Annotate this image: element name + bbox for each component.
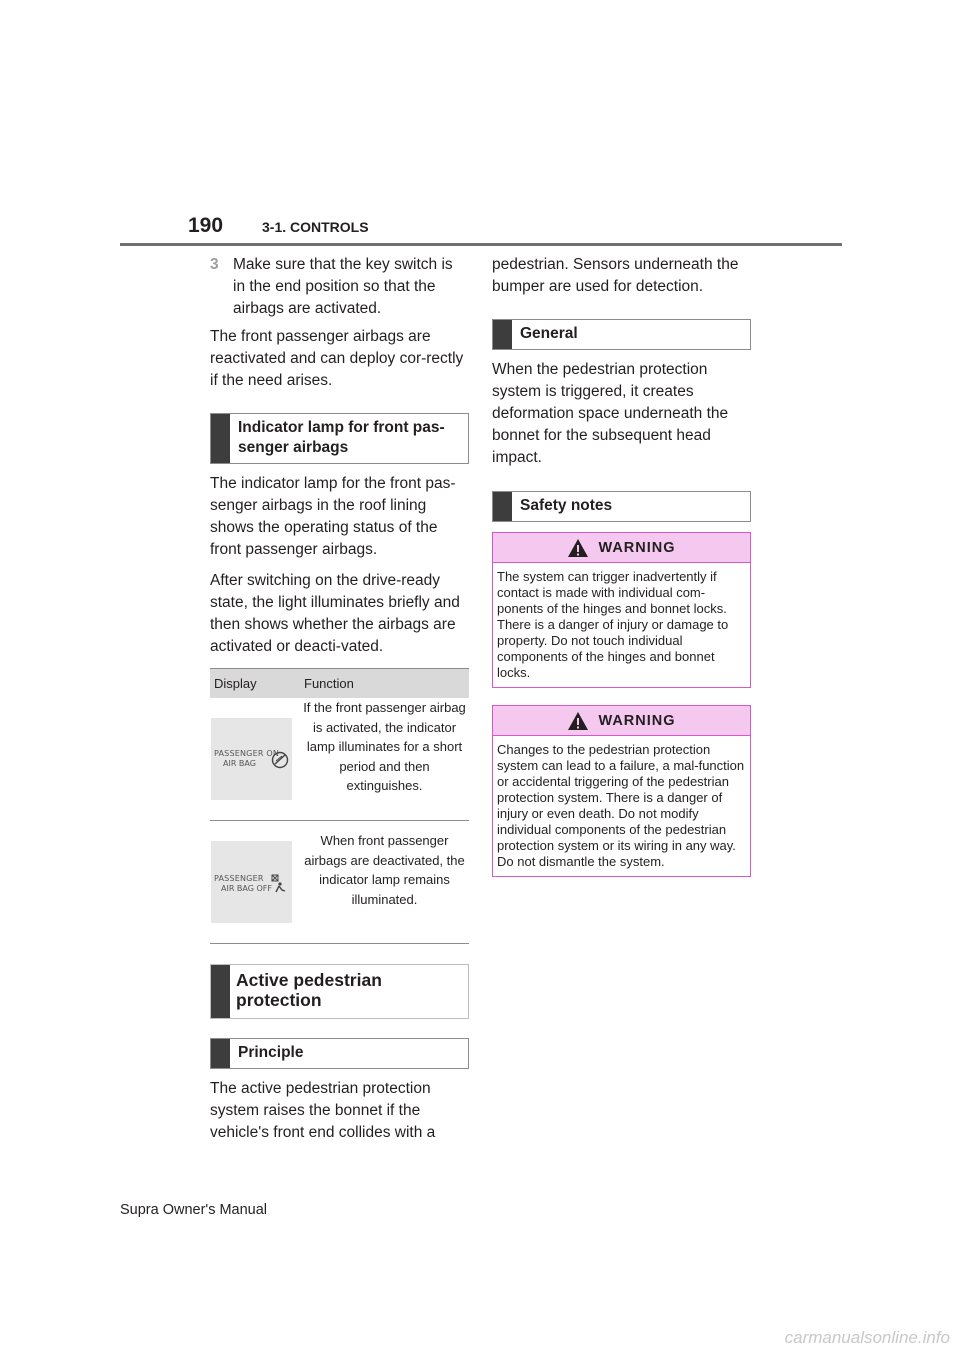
warning-header xyxy=(493,533,750,563)
heading-text: Principle xyxy=(238,1044,304,1061)
heading-text: Indicator lamp for front pas-senger airbags xyxy=(238,419,445,456)
header-divider xyxy=(120,243,842,246)
heading-principle xyxy=(210,1038,469,1069)
seat-with-crossed-airbag-icon xyxy=(268,874,288,894)
section-title: 3-1. CONTROLS xyxy=(262,219,369,235)
warning-label: WARNING xyxy=(598,539,676,556)
indicator-table xyxy=(210,668,469,944)
seat-belt-icon xyxy=(271,751,289,769)
step-text: Make sure that the key switch is in the end position so that the airbags are activated. xyxy=(233,256,453,317)
warning-text: Changes to the pedestrian protection system can lead to a failure, a mal-function or accidental triggering of the pedestrian protection system. There is a danger of injury or even death. Do not modify individual components of the pedestrian protection system or its wiring in any way. Do not dismantle the system. xyxy=(497,742,745,869)
airbag-on-lamp-image xyxy=(211,718,292,800)
heading-text: Active pedestrian protection xyxy=(236,970,382,1010)
heading-bar xyxy=(211,1039,230,1068)
heading-text: Safety notes xyxy=(520,497,613,514)
heading-active-pedestrian-protection xyxy=(210,964,469,1019)
lamp-label: AIR BAG OFF xyxy=(221,884,272,893)
warning-triangle-icon xyxy=(567,711,589,731)
left-column xyxy=(210,254,469,1153)
paragraph-principle: The active pedestrian protection system raises the bonnet if the vehicle's front end collides with a xyxy=(210,1080,436,1141)
step-number: 3 xyxy=(210,256,219,273)
footer-manual-title: Supra Owner's Manual xyxy=(120,1202,268,1218)
lamp-label: AIR BAG xyxy=(223,759,256,768)
warning-header xyxy=(493,706,750,736)
warning-triangle-icon xyxy=(567,538,589,558)
warning-label: WARNING xyxy=(598,712,676,729)
heading-bar xyxy=(493,492,512,521)
airbag-off-lamp-image xyxy=(211,841,292,923)
column-header-display: Display xyxy=(210,669,300,699)
lamp-label: PASSENGER ON xyxy=(214,749,280,758)
function-cell: When front passenger airbags are deactivated, the indicator lamp remains illuminated. xyxy=(300,821,469,944)
table-row xyxy=(210,698,469,821)
table-row xyxy=(210,821,469,944)
heading-general xyxy=(492,319,751,350)
paragraph-drive-ready: After switching on the drive-ready state, the light illuminates briefly and then shows whether the airbags are activated or deacti-vated. xyxy=(210,572,460,655)
paragraph-general: When the pedestrian protection system is triggered, it creates deformation space underneath the bonnet for the subsequent head impact. xyxy=(492,361,729,466)
paragraph-indicator: The indicator lamp for the front pas-senger airbags in the roof lining shows the operating status of the front passenger airbags. xyxy=(210,475,456,558)
step-3 xyxy=(210,254,469,320)
function-cell: If the front passenger airbag is activated, the indicator lamp illuminates for a short period and then extinguishes. xyxy=(300,698,469,821)
heading-text: General xyxy=(520,325,578,342)
heading-bar xyxy=(211,965,230,1018)
table-header-row xyxy=(210,669,469,699)
column-header-function: Function xyxy=(300,669,469,699)
warning-text: The system can trigger inadvertently if contact is made with individual com-ponents of the hinges and bonnet locks. There is a danger of injury or damage to property. Do not touch individual components of the hinges and bonnet locks. xyxy=(497,569,729,680)
heading-bar xyxy=(211,414,230,463)
warning-box xyxy=(492,532,751,688)
heading-bar xyxy=(493,320,512,349)
page-number: 190 xyxy=(188,214,224,237)
right-column xyxy=(492,254,751,877)
lamp-label: PASSENGER xyxy=(214,874,264,883)
heading-indicator-lamp xyxy=(210,413,469,464)
heading-safety-notes xyxy=(492,491,751,522)
watermark: carmanualsonline.info xyxy=(784,1328,950,1347)
paragraph-reactivated: The front passenger airbags are reactivated and can deploy cor-rectly if the need arises. xyxy=(210,328,464,389)
warning-box xyxy=(492,705,751,877)
paragraph-sensors: pedestrian. Sensors underneath the bumper are used for detection. xyxy=(492,256,739,295)
